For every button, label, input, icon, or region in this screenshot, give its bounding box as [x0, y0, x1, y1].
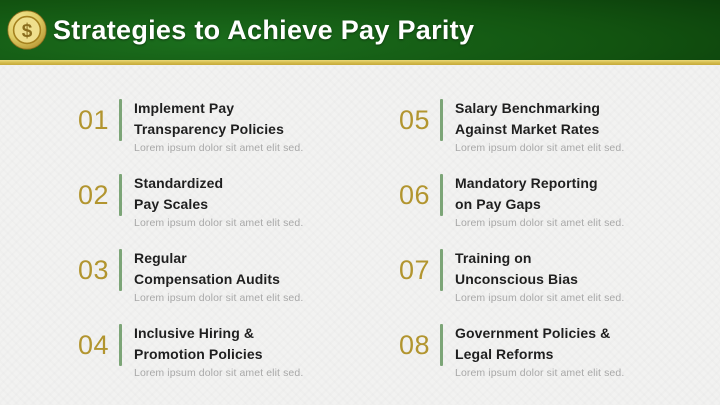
list-item: [78, 98, 399, 173]
item-title-line2: on Pay Gaps: [455, 196, 541, 212]
item-title: [455, 173, 720, 215]
item-title-line2: Unconscious Bias: [455, 271, 578, 287]
item-text-block: [134, 98, 399, 155]
item-divider: [119, 324, 122, 366]
item-title-line1: Training on: [455, 250, 532, 266]
item-title-line1: Government Policies &: [455, 325, 611, 341]
item-number: 06: [399, 180, 431, 210]
item-divider: [119, 174, 122, 216]
item-title: [134, 98, 399, 140]
item-title: [455, 248, 720, 290]
item-number: 04: [78, 330, 110, 360]
item-description: Lorem ipsum dolor sit amet elit sed.: [455, 292, 625, 304]
item-number: 02: [78, 180, 110, 210]
item-divider: [119, 99, 122, 141]
header: [0, 0, 720, 60]
item-text-block: [134, 173, 399, 230]
list-item: [399, 173, 720, 248]
item-description: Lorem ipsum dolor sit amet elit sed.: [134, 217, 304, 229]
item-title: [134, 248, 399, 290]
item-number: 05: [399, 105, 431, 135]
item-title-line2: Promotion Policies: [134, 346, 263, 362]
item-divider: [440, 174, 443, 216]
item-title: [134, 323, 399, 365]
item-description: Lorem ipsum dolor sit amet elit sed.: [134, 142, 304, 154]
item-number: 01: [78, 105, 110, 135]
item-title-line1: Inclusive Hiring &: [134, 325, 255, 341]
item-number: 08: [399, 330, 431, 360]
item-description: Lorem ipsum dolor sit amet elit sed.: [134, 292, 304, 304]
item-text-block: [134, 248, 399, 305]
items-column-right: [399, 98, 720, 398]
item-title-line2: Legal Reforms: [455, 346, 554, 362]
item-divider: [440, 99, 443, 141]
item-title-line1: Implement Pay: [134, 100, 235, 116]
content-area: [0, 65, 720, 398]
item-title-line1: Regular: [134, 250, 187, 266]
item-title-line1: Mandatory Reporting: [455, 175, 598, 191]
item-text-block: [134, 323, 399, 380]
item-title-line2: Against Market Rates: [455, 121, 600, 137]
list-item: [399, 248, 720, 323]
dollar-coin-icon: [7, 10, 47, 50]
item-title: [455, 323, 720, 365]
list-item: [399, 98, 720, 173]
page-title: Strategies to Achieve Pay Parity: [53, 14, 475, 45]
item-divider: [119, 249, 122, 291]
item-description: Lorem ipsum dolor sit amet elit sed.: [455, 142, 625, 154]
item-description: Lorem ipsum dolor sit amet elit sed.: [455, 217, 625, 229]
item-divider: [440, 249, 443, 291]
item-description: Lorem ipsum dolor sit amet elit sed.: [134, 367, 304, 379]
item-title: [134, 173, 399, 215]
items-column-left: [78, 98, 399, 398]
item-number: 03: [78, 255, 110, 285]
item-title-line2: Compensation Audits: [134, 271, 281, 287]
dollar-sign-glyph: $: [21, 21, 33, 42]
item-title: [455, 98, 720, 140]
item-description: Lorem ipsum dolor sit amet elit sed.: [455, 367, 625, 379]
list-item: [78, 173, 399, 248]
item-title-line2: Transparency Policies: [134, 121, 284, 137]
item-text-block: [455, 248, 720, 305]
item-title-line2: Pay Scales: [134, 196, 209, 212]
item-title-line1: Standardized: [134, 175, 224, 191]
item-divider: [440, 324, 443, 366]
item-title-line1: Salary Benchmarking: [455, 100, 601, 116]
item-text-block: [455, 323, 720, 380]
list-item: [78, 323, 399, 398]
list-item: [399, 323, 720, 398]
item-text-block: [455, 98, 720, 155]
list-item: [78, 248, 399, 323]
item-text-block: [455, 173, 720, 230]
item-number: 07: [399, 255, 431, 285]
